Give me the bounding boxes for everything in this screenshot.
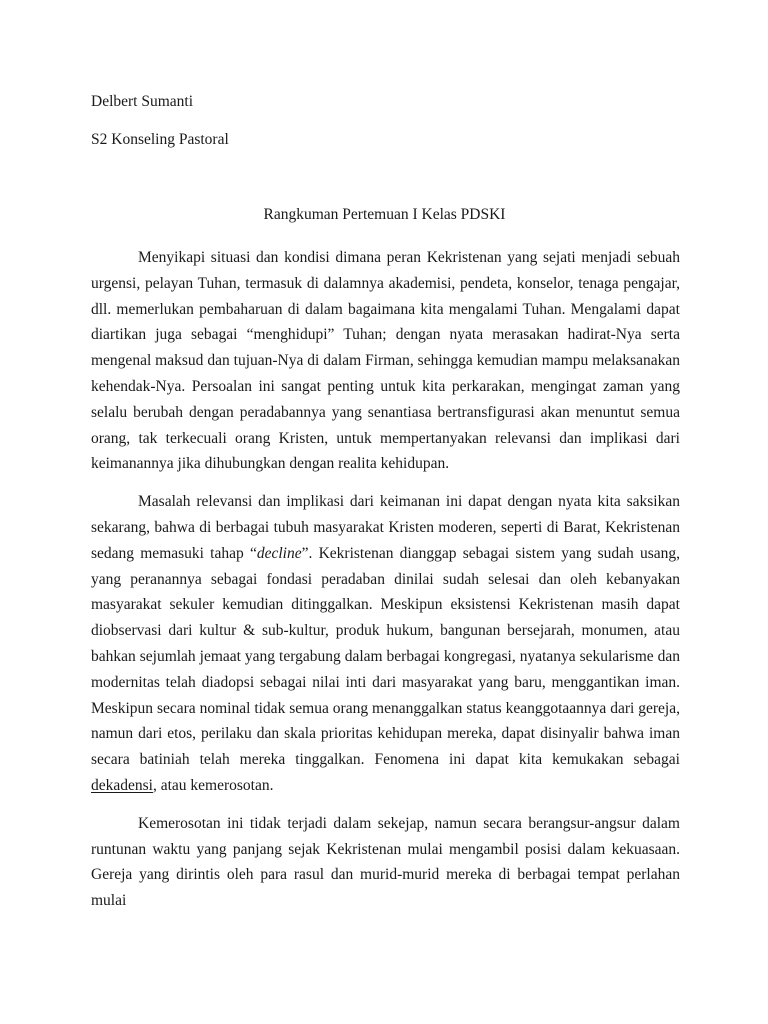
underlined-term-dekadensi: dekadensi — [91, 776, 153, 794]
paragraph-3: Kemerosotan ini tidak terjadi dalam sekejap, namun secara berangsur-angsur dalam runtunan waktu yang panjang sejak Kekristenan mulai mengambil posisi dalam kekuasaan. Gereja yang dirintis oleh para rasul dan murid-murid mereka di berbagai tempat perlahan mulai — [91, 814, 680, 910]
paragraph-2-text-ending: , atau kemerosotan. — [152, 776, 274, 794]
paragraph-2 — [91, 489, 680, 799]
paragraph-2-text-before-italic: Masalah relevansi dan implikasi dari keimanan ini dapat dengan nyata kita saksikan sekarang, bahwa di berbagai tubuh masyarakat Kristen moderen, seperti di Barat, Kekristenan sedang memasuki tahap “ — [91, 493, 680, 562]
document-body — [91, 245, 680, 926]
author-name: Delbert Sumanti — [91, 93, 194, 110]
italic-term-decline: decline — [256, 544, 302, 562]
document-title: Rangkuman Pertemuan I Kelas PDSKI — [263, 206, 506, 223]
study-program: S2 Konseling Pastoral — [91, 131, 229, 148]
paragraph-1: Menyikapi situasi dan kondisi dimana peran Kekristenan yang sejati menjadi sebuah urgensi, pelayan Tuhan, termasuk di dalamnya akademisi, pendeta, konselor, tenaga pengajar, dll. memerlukan pembaharuan di dalam bagaimana kita mengalami Tuhan. Mengalami dapat diartikan juga sebagai “menghidupi” Tuhan; dengan nyata merasakan hadirat-Nya serta mengenal maksud dan tujuan-Nya di dalam Firman, sehingga kemudian mampu melaksanakan kehendak-Nya. Persoalan ini sangat penting untuk kita perkarakan, mengingat zaman yang selalu berubah dengan peradabannya yang senantiasa bertransfigurasi akan menuntut semua orang, tak terkecuali orang Kristen, untuk mempertanyakan relevansi dan implikasi dari keimanannya jika dihubungkan dengan realita kehidupan. — [91, 249, 680, 473]
paragraph-2-text-after-italic: ”. Kekristenan dianggap sebagai sistem yang sudah usang, yang peranannya sebagai fondasi peradaban dinilai sudah selesai dan oleh kebanyakan masyarakat sekuler kemudian ditinggalkan. Meskipun eksistensi Kekristenan masih dapat diobservasi dari kultur & sub-kultur, produk hukum, bangunan bersejarah, monumen, atau bahkan sejumlah jemaat yang tergabung dalam berbagai kongregasi, nyatanya sekularisme dan modernitas telah diadopsi sebagai nilai inti dari masyarakat yang baru, menggantikan iman. Meskipun secara nominal tidak semua orang menanggalkan status keanggotaannya dari gereja, namun dari etos, perilaku dan skala prioritas kehidupan mereka, dapat disinyalir bahwa iman secara batiniah telah mereka tinggalkan. Fenomena ini dapat kita kemukakan sebagai — [91, 544, 680, 769]
